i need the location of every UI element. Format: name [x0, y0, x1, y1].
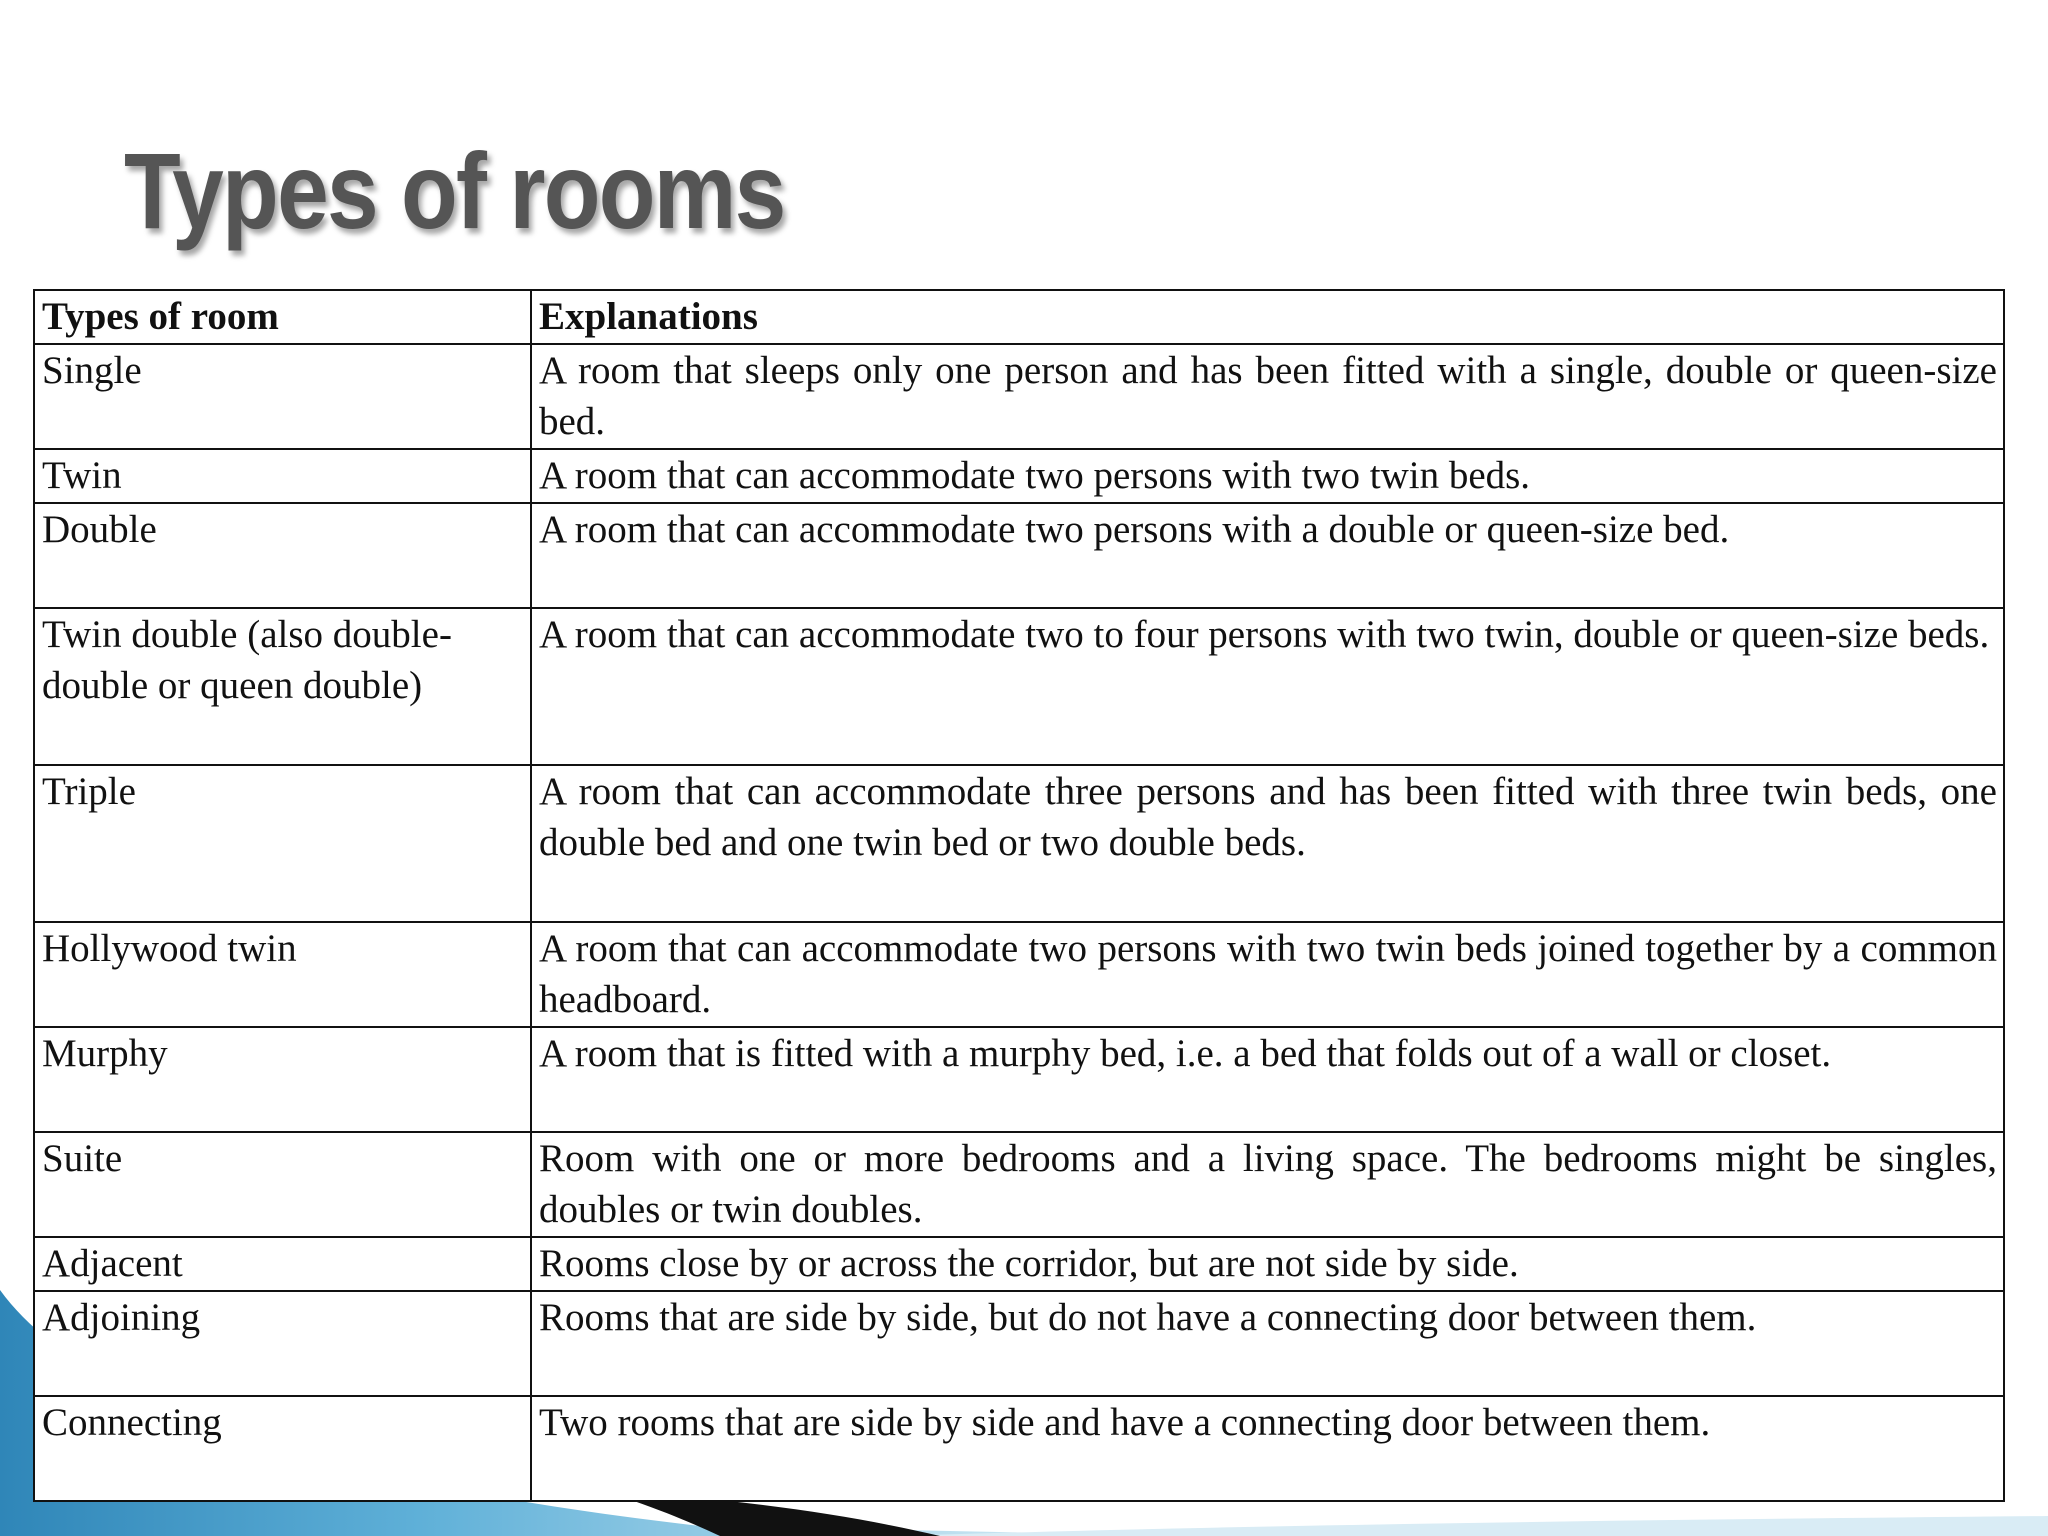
explanation-cell: Rooms close by or across the corridor, but are not side by side.: [531, 1237, 2004, 1291]
room-types-table: [33, 289, 2005, 1502]
explanation-cell: A room that sleeps only one person and has been fitted with a single, double or queen-size bed.: [531, 344, 2004, 449]
table-row: [34, 1027, 2004, 1132]
table-row: [34, 1237, 2004, 1291]
room-type-cell: Double: [34, 503, 531, 608]
table-row: [34, 608, 2004, 765]
swoosh-light-shape: [900, 1516, 2048, 1536]
table-row: [34, 1132, 2004, 1237]
column-header-type: Types of room: [34, 290, 531, 344]
room-type-cell: Murphy: [34, 1027, 531, 1132]
table-row: [34, 503, 2004, 608]
explanation-cell: Room with one or more bedrooms and a living space. The bedrooms might be singles, doubles or twin doubles.: [531, 1132, 2004, 1237]
explanation-cell: A room that can accommodate two persons with a double or queen-size bed.: [531, 503, 2004, 608]
table-row: [34, 1291, 2004, 1396]
explanation-cell: A room that can accommodate two persons with two twin beds.: [531, 449, 2004, 503]
table-row: [34, 449, 2004, 503]
room-type-cell: Adjacent: [34, 1237, 531, 1291]
room-type-cell: Single: [34, 344, 531, 449]
room-type-cell: Triple: [34, 765, 531, 922]
room-type-cell: Suite: [34, 1132, 531, 1237]
table-row: [34, 1396, 2004, 1501]
room-type-cell: Hollywood twin: [34, 922, 531, 1027]
room-type-cell: Adjoining: [34, 1291, 531, 1396]
explanation-cell: A room that can accommodate two persons with two twin beds joined together by a common headboard.: [531, 922, 2004, 1027]
explanation-cell: Two rooms that are side by side and have a connecting door between them.: [531, 1396, 2004, 1501]
column-header-explanation: Explanations: [531, 290, 2004, 344]
table-row: [34, 922, 2004, 1027]
table-row: [34, 344, 2004, 449]
explanation-cell: Rooms that are side by side, but do not have a connecting door between them.: [531, 1291, 2004, 1396]
room-type-cell: Connecting: [34, 1396, 531, 1501]
explanation-cell: A room that is fitted with a murphy bed, i.e. a bed that folds out of a wall or closet.: [531, 1027, 2004, 1132]
table-row: [34, 765, 2004, 922]
slide-title: Types of rooms: [124, 130, 785, 251]
table-header-row: [34, 290, 2004, 344]
explanation-cell: A room that can accommodate two to four persons with two twin, double or queen-size beds.: [531, 608, 2004, 765]
room-type-cell: Twin double (also double-double or queen double): [34, 608, 531, 765]
explanation-cell: A room that can accommodate three persons and has been fitted with three twin beds, one double bed and one twin bed or two double beds.: [531, 765, 2004, 922]
room-type-cell: Twin: [34, 449, 531, 503]
